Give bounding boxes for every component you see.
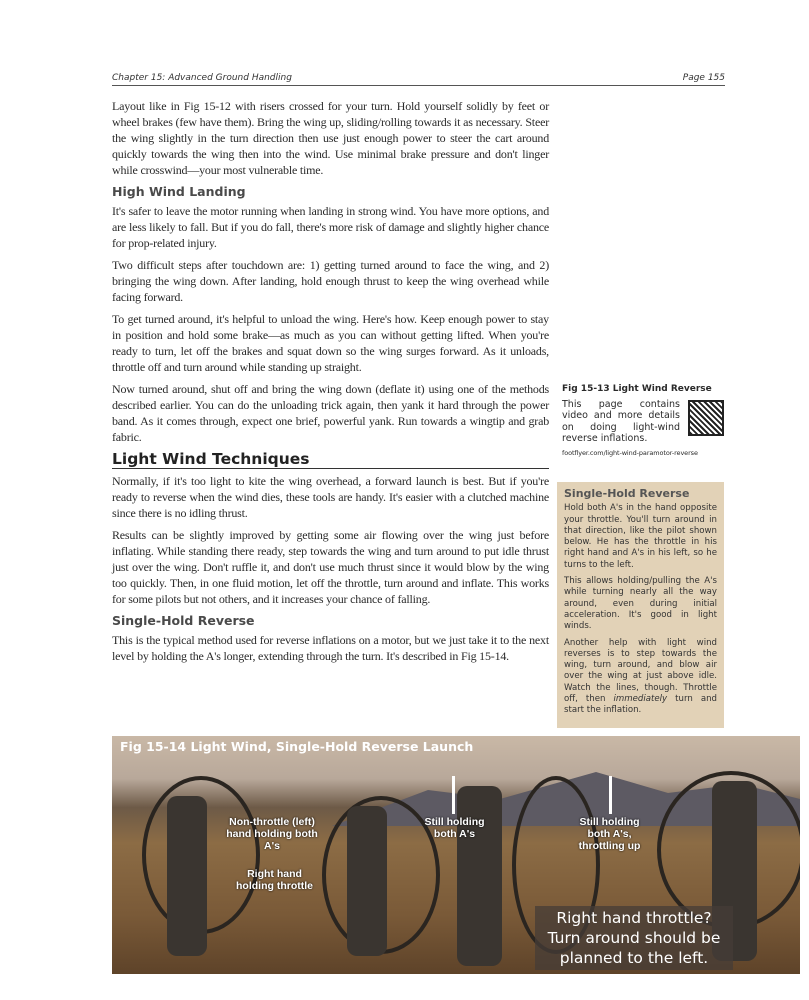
paragraph: It's safer to leave the motor running when landing in strong wind. You have more options, and are less likely to fall. But if you do fall, there's more risk of damage and slightly higher chance for prop-related injury. [112,204,549,250]
label-non-throttle-hand: Non-throttle (left) hand holding both A's [226,816,318,852]
paragraph: Now turned around, shut off and bring the wing down (deflate it) using one of the methods described earlier. You can do the unloading trick again, then yank it hard through the power band. As it comes through, expect one brief, powerful yank. Run towards a wingtip and grab fabric. [112,382,549,444]
pilot [457,786,502,966]
pilot [167,796,207,956]
sidebar-single-hold-reverse [557,482,724,728]
video-link[interactable]: footflyer.com/light-wind-paramotor-reverse [562,448,698,457]
fig-15-14-photo [112,736,800,974]
running-header [112,73,725,86]
paragraph: Two difficult steps after touchdown are: 1) getting turned around to face the wing, and 2) bringing the wing down. After landing, hold enough thrust to keep the wing overhead while facing forward. [112,258,549,304]
paragraph: Results can be slightly improved by getting some air flowing over the wing just before inflating. While standing there ready, step towards the wing and turn around to put idle thrust just over the wing. Don't ruffle it, and don't use much thrust since it would blow by the wing too quickly. Then, in one fluid motion, let off the throttle, turn around and inflate. This works for some pilots but not others, and it increases your chance of falling. [112,528,549,606]
fig-15-13 [562,384,720,459]
arrow-up-icon [609,776,612,814]
page-number: Page 155 [682,73,725,83]
sidebar-paragraph: This allows holding/pulling the A's while turning nearly all the way around, even during initial acceleration. It's good in light winds. [564,576,717,632]
callout-right-hand-throttle: Right hand throttle? Turn around should be planned to the left. [535,906,733,970]
sidebar-title: Single-Hold Reverse [564,487,690,500]
paragraph: This is the typical method used for reverse inflations on a motor, but we just take it to the next level by holding the A's longer, extending through the turn. It's described in Fig 15-14. [112,633,549,663]
figure-caption: Fig 15-14 Light Wind, Single-Hold Reverse Launch [120,739,474,754]
fig-body: This page contains video and more details on doing light-wind reverse inflations. [562,398,680,444]
sidebar-paragraph [564,638,717,717]
heading-light-wind-techniques: Light Wind Techniques [112,451,549,469]
qr-code-icon[interactable] [688,400,724,436]
text: Another help with light wind reverses is to step towards the wing, turn around, and blow air over the wing at just above idle. Watch the lines, though. Throttle off, then [564,637,717,705]
heading-high-wind-landing: High Wind Landing [112,184,246,199]
label-throttling-up: Still holding both A's, throttling up [578,816,641,852]
label-still-holding: Still holding both A's [424,816,485,840]
text: turn and start the inflation. [564,694,717,716]
emphasis: immediately [613,694,668,705]
paragraph: Layout like in Fig 15-12 with risers crossed for your turn. Hold yourself solidly by feet or wheel brakes (few have them). Bring the wing up, sliding/rolling towards it as necessary. Steer the wing slightly in the turn direction then use just enough power to steer the cart around quickly towards the wing then into the wind. Use minimal brake pressure and don't linger while crosswind—your most vulnerable time. [112,99,549,177]
fig-title: Fig 15-13 Light Wind Reverse [562,384,712,394]
pilot [347,806,387,956]
arrow-up-icon [452,776,455,814]
paragraph: To get turned around, it's helpful to unload the wing. Here's how. Keep enough power to stay in position and hold some brake—as much as you can without getting lifted. When you're ready to turn, let off the brakes and squat down so the wing surges forward. As it unloads, throttle off and turn around while standing up straight. [112,312,549,374]
paragraph: Normally, if it's too light to kite the wing overhead, a forward launch is best. But if you're ready to reverse when the wind dies, these tools are handy. It's easier with a clutched machine since there is no idling thrust. [112,474,549,520]
heading-single-hold-reverse: Single-Hold Reverse [112,613,255,628]
chapter-title: Chapter 15: Advanced Ground Handling [112,73,292,83]
sidebar-paragraph: Hold both A's in the hand opposite your throttle. You'll turn around in that direction, like the pilot shown below. He has the throttle in his right hand and A's in his left, so he turns to the left. [564,503,717,570]
label-right-hand-throttle: Right hand holding throttle [236,868,313,892]
main-column [112,98,549,670]
